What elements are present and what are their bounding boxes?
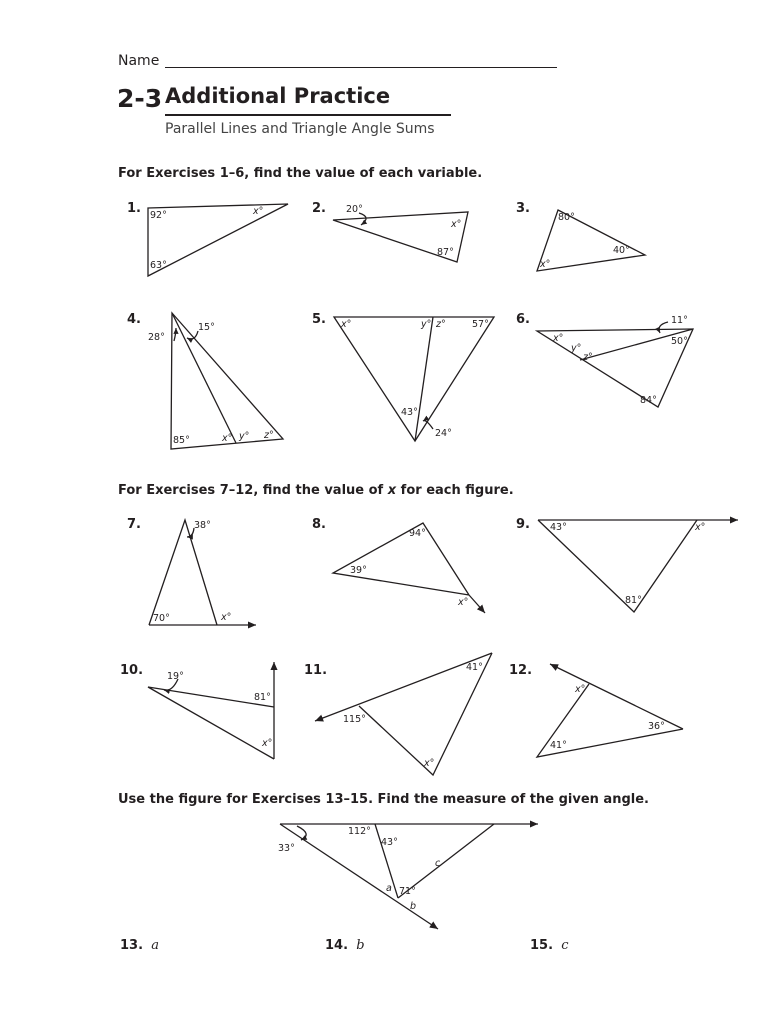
exercise-7-number: 7. [127, 517, 141, 532]
figure-9-angle-b: x° [695, 522, 706, 533]
exercise-2-number: 2. [312, 201, 326, 216]
instructions-1-6: For Exercises 1–6, find the value of each variable. [118, 166, 483, 181]
figure-12-angle-a: x° [575, 684, 586, 695]
figure-12-angle-b: 36° [648, 721, 665, 732]
figure-4-angle-b: 15° [198, 322, 215, 333]
figure-10-angle-a: 19° [167, 671, 184, 682]
figure-11-angle-a: 41° [466, 662, 483, 673]
exercise-12-number: 12. [509, 663, 533, 678]
figure-6-angle-e: 50° [671, 336, 688, 347]
instructions-13-15: Use the figure for Exercises 13–15. Find the measure of the given angle. [118, 792, 649, 807]
figure-10-angle-b: 81° [254, 692, 271, 703]
exercise-11-number: 11. [304, 663, 328, 678]
question-13-var: a [151, 938, 160, 953]
figure-13-angle-b: 43° [381, 837, 398, 848]
figure-13-angle-g: b [410, 901, 417, 912]
figure-5-angle-c: z° [436, 319, 446, 330]
figure-8-angle-a: 94° [409, 528, 426, 539]
question-13-number: 13. [120, 938, 144, 953]
figure-5-angle-f: 24° [435, 428, 452, 439]
figure-1-triangle [148, 204, 288, 276]
figure-4-angle-f: z° [264, 430, 274, 441]
exercise-9-number: 9. [516, 517, 530, 532]
figure-4-angle-a: 28° [148, 332, 165, 343]
figure-6-angle-c: y° [571, 343, 582, 354]
exercise-3-number: 3. [516, 201, 530, 216]
exercise-1-number: 1. [127, 201, 141, 216]
figure-4-arrow-a [174, 328, 176, 341]
exercise-10-number: 10. [120, 663, 144, 678]
figure-1-angle-a: 92° [150, 210, 167, 221]
figure-8-triangle [333, 523, 469, 595]
figure-13-angle-f: 71° [399, 886, 416, 897]
figure-2 [333, 204, 468, 262]
figure-4-angle-d: x° [222, 433, 233, 444]
figure-5-angle-a: x° [341, 319, 352, 330]
exercise-5-number: 5. [312, 312, 326, 327]
figure-7-angle-a: 38° [194, 520, 211, 531]
figure-7-angle-c: x° [221, 612, 232, 623]
lesson-number: 2-3 [117, 84, 163, 113]
figure-5-angle-arrow [423, 421, 433, 429]
figure-10 [148, 662, 274, 759]
figure-4-angle-e: y° [239, 431, 250, 442]
figure-5-angle-d: 57° [472, 319, 489, 330]
figure-1-angle-c: 63° [150, 260, 167, 271]
figure-11 [315, 653, 492, 775]
figure-5-triangle [334, 317, 494, 441]
figure-9-angle-c: 81° [625, 595, 642, 606]
figure-1-angle-b: x° [253, 206, 264, 217]
instructions-7-12-var: x [387, 483, 397, 498]
figure-11-angle-b: 115° [343, 714, 366, 725]
question-14-var: b [356, 938, 365, 953]
figure-9-sides [538, 520, 697, 612]
figure-1 [148, 204, 288, 276]
figure-6-angle-a: 11° [671, 315, 688, 326]
figure-8-angle-b: 39° [350, 565, 367, 576]
figure-8-angle-c: x° [458, 597, 469, 608]
exercise-4-number: 4. [127, 312, 141, 327]
figure-13-left-ray [280, 824, 438, 929]
figure-2-angle-b: x° [451, 219, 462, 230]
figure-13-angle-c: 33° [278, 843, 295, 854]
figure-2-angle-c: 87° [437, 247, 454, 258]
figure-2-angle-a: 20° [346, 204, 363, 215]
figure-3-triangle [537, 210, 645, 271]
exercise-8-number: 8. [312, 517, 326, 532]
figure-4-angle-c: 85° [173, 435, 190, 446]
figure-13-angle-d: c [435, 858, 441, 869]
figure-5-cevian [415, 317, 433, 441]
figure-7-angle-b: 70° [153, 613, 170, 624]
figure-13-angle-a: 112° [348, 826, 371, 837]
figure-6-angle-b: x° [553, 333, 564, 344]
figure-12-angle-c: 41° [550, 740, 567, 751]
question-15-number: 15. [530, 938, 554, 953]
figure-6-angle-arrow [659, 322, 668, 333]
figure-7-sides [149, 520, 217, 625]
figure-3 [537, 210, 645, 271]
figure-13-angle-e: a [386, 883, 392, 894]
figure-3-angle-b: 40° [613, 245, 630, 256]
figure-3-angle-a: 80° [558, 212, 575, 223]
figure-8-ray [469, 595, 485, 613]
figure-7 [149, 520, 256, 625]
instructions-7-12-b: for each figure. [396, 483, 514, 498]
figure-3-angle-c: x° [540, 259, 551, 270]
figure-10-angle-c: x° [262, 738, 273, 749]
figure-12-ray [550, 664, 683, 729]
lesson-subtitle: Parallel Lines and Triangle Angle Sums [165, 121, 435, 137]
name-label: Name [118, 53, 160, 69]
figure-6-angle-d: z° [583, 352, 593, 363]
figure-5-angle-e: 43° [401, 407, 418, 418]
instructions-7-12-a: For Exercises 7–12, find the value of [118, 483, 388, 498]
figure-4-triangle [171, 313, 283, 449]
figure-8 [333, 523, 485, 613]
figure-6-angle-f: 84° [640, 395, 657, 406]
figure-13-15 [278, 824, 538, 929]
question-15-var: c [561, 938, 569, 953]
figure-5 [334, 317, 494, 441]
exercise-6-number: 6. [516, 312, 530, 327]
figure-12 [537, 664, 683, 757]
figure-9-angle-a: 43° [550, 522, 567, 533]
figure-5-angle-b: y° [421, 319, 432, 330]
lesson-title: Additional Practice [165, 84, 391, 108]
figure-9 [538, 520, 738, 612]
figure-4 [148, 313, 283, 449]
figure-6 [537, 315, 693, 407]
question-14-number: 14. [325, 938, 349, 953]
figure-11-angle-c: x° [424, 758, 435, 769]
